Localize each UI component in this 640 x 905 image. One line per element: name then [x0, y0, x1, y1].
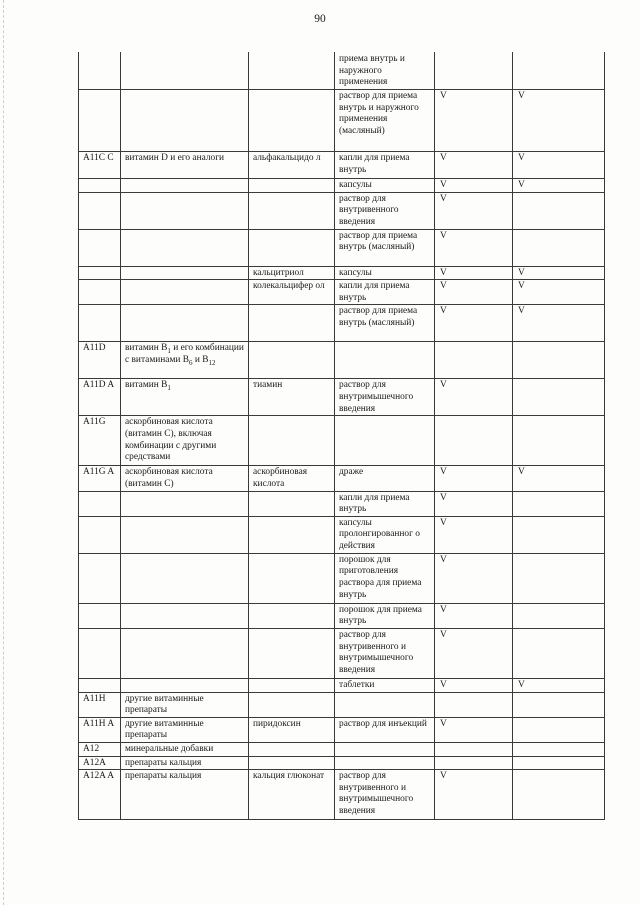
group-cell — [121, 179, 249, 193]
code-cell — [79, 229, 121, 266]
mark-cell-2 — [513, 516, 605, 553]
substance-cell: кальция глюконат — [249, 770, 335, 820]
group-cell — [121, 553, 249, 603]
group-text: и B — [192, 354, 209, 365]
mark-cell-1: V — [435, 305, 513, 342]
code-cell — [79, 491, 121, 516]
substance-cell — [249, 603, 335, 628]
mark-cell-1 — [435, 53, 513, 90]
group-cell: минеральные добавки — [121, 742, 249, 756]
mark-cell-2 — [513, 770, 605, 820]
mark-cell-2: V — [513, 179, 605, 193]
form-cell: капли для приема внутрь — [335, 280, 435, 305]
code-cell — [79, 179, 121, 193]
substance-cell — [249, 192, 335, 229]
mark-cell-1: V — [435, 152, 513, 179]
table-row — [79, 305, 605, 342]
code-cell — [79, 53, 121, 90]
form-cell: раствор для приема внутрь и наружного применения (масляный) — [335, 90, 435, 152]
mark-cell-2 — [513, 756, 605, 770]
substance-cell — [249, 553, 335, 603]
group-cell — [121, 280, 249, 305]
form-cell: приема внутрь и наружного применения — [335, 53, 435, 90]
mark-cell-1 — [435, 342, 513, 379]
code-cell: A11D — [79, 342, 121, 379]
table-row — [79, 603, 605, 628]
table-row — [79, 90, 605, 152]
subscript: 1 — [167, 384, 171, 393]
table-row — [79, 516, 605, 553]
mark-cell-1: V — [435, 553, 513, 603]
form-cell: раствор для внутривенного введения — [335, 192, 435, 229]
substance-cell: колекальцифер ол — [249, 280, 335, 305]
mark-cell-1: V — [435, 229, 513, 266]
mark-cell-1: V — [435, 280, 513, 305]
subscript: 6 — [189, 358, 193, 367]
form-cell — [335, 756, 435, 770]
mark-cell-1: V — [435, 379, 513, 416]
group-cell — [121, 603, 249, 628]
form-cell: раствор для приема внутрь (масляный) — [335, 229, 435, 266]
mark-cell-2 — [513, 192, 605, 229]
table-row — [79, 379, 605, 416]
mark-cell-1: V — [435, 678, 513, 692]
table-row — [79, 756, 605, 770]
mark-cell-1: V — [435, 516, 513, 553]
table-row — [79, 266, 605, 280]
group-cell: аскорбиновая кислота (витамин C) — [121, 466, 249, 491]
substance-cell — [249, 628, 335, 678]
group-cell — [121, 379, 249, 416]
code-cell — [79, 266, 121, 280]
table-row — [79, 678, 605, 692]
group-cell: аскорбиновая кислота (витамин C), включая комбинации с другими средствами — [121, 416, 249, 466]
code-cell: A12A A — [79, 770, 121, 820]
code-cell: A11G A — [79, 466, 121, 491]
group-cell: другие витаминные препараты — [121, 692, 249, 717]
mark-cell-1 — [435, 692, 513, 717]
table-row — [79, 692, 605, 717]
code-cell — [79, 553, 121, 603]
group-cell — [121, 342, 249, 379]
table-row — [79, 491, 605, 516]
mark-cell-2 — [513, 603, 605, 628]
substance-cell — [249, 756, 335, 770]
group-cell — [121, 491, 249, 516]
group-cell: витамин D и его аналоги — [121, 152, 249, 179]
substance-cell — [249, 90, 335, 152]
form-cell: драже — [335, 466, 435, 491]
code-cell: A11G — [79, 416, 121, 466]
mark-cell-1: V — [435, 491, 513, 516]
substance-cell — [249, 342, 335, 379]
group-cell — [121, 192, 249, 229]
form-cell — [335, 342, 435, 379]
substance-cell — [249, 179, 335, 193]
code-cell: A12 — [79, 742, 121, 756]
mark-cell-2: V — [513, 152, 605, 179]
mark-cell-2 — [513, 53, 605, 90]
form-cell: таблетки — [335, 678, 435, 692]
page-number: 90 — [314, 13, 326, 25]
code-cell — [79, 305, 121, 342]
table-row — [79, 280, 605, 305]
table-row — [79, 742, 605, 756]
table-row — [79, 229, 605, 266]
table-row — [79, 179, 605, 193]
mark-cell-2 — [513, 553, 605, 603]
table-row — [79, 416, 605, 466]
mark-cell-2 — [513, 692, 605, 717]
form-cell — [335, 692, 435, 717]
group-cell — [121, 90, 249, 152]
substance-cell: альфакальцидо л — [249, 152, 335, 179]
table-row — [79, 770, 605, 820]
table-row — [79, 466, 605, 491]
subscript: 12 — [208, 358, 216, 367]
substance-cell — [249, 678, 335, 692]
mark-cell-2 — [513, 491, 605, 516]
code-cell — [79, 516, 121, 553]
code-cell: A11H — [79, 692, 121, 717]
code-cell — [79, 678, 121, 692]
substance-cell — [249, 692, 335, 717]
group-cell: препараты кальция — [121, 770, 249, 820]
group-cell — [121, 305, 249, 342]
substance-cell: аскорбиновая кислота — [249, 466, 335, 491]
form-cell: раствор для внутримышечного введения — [335, 379, 435, 416]
substance-cell — [249, 416, 335, 466]
table-row — [79, 553, 605, 603]
group-cell: препараты кальция — [121, 756, 249, 770]
group-cell — [121, 516, 249, 553]
group-cell — [121, 628, 249, 678]
mark-cell-1: V — [435, 770, 513, 820]
substance-cell — [249, 305, 335, 342]
code-cell: A12A — [79, 756, 121, 770]
mark-cell-2: V — [513, 280, 605, 305]
mark-cell-1: V — [435, 466, 513, 491]
substance-cell — [249, 491, 335, 516]
mark-cell-1: V — [435, 192, 513, 229]
mark-cell-1 — [435, 416, 513, 466]
group-cell — [121, 678, 249, 692]
mark-cell-1: V — [435, 266, 513, 280]
mark-cell-2 — [513, 379, 605, 416]
code-cell: A11D A — [79, 379, 121, 416]
form-cell: порошок для приготовления раствора для приема внутрь — [335, 553, 435, 603]
substance-cell: пиридоксин — [249, 717, 335, 742]
mark-cell-2: V — [513, 90, 605, 152]
code-cell — [79, 192, 121, 229]
drug-table — [78, 52, 605, 820]
group-cell — [121, 266, 249, 280]
mark-cell-1: V — [435, 717, 513, 742]
group-text: и его комбинации с витаминами B — [125, 343, 244, 365]
substance-cell — [249, 53, 335, 90]
form-cell: капли для приема внутрь — [335, 152, 435, 179]
mark-cell-2 — [513, 717, 605, 742]
substance-cell: кальцитриол — [249, 266, 335, 280]
mark-cell-2 — [513, 229, 605, 266]
subscript: 1 — [167, 347, 171, 356]
table-row — [79, 192, 605, 229]
code-cell — [79, 603, 121, 628]
mark-cell-1: V — [435, 603, 513, 628]
table-row — [79, 152, 605, 179]
form-cell: раствор для внутривенного и внутримышечного введения — [335, 770, 435, 820]
form-cell: капли для приема внутрь — [335, 491, 435, 516]
mark-cell-1: V — [435, 90, 513, 152]
code-cell: A11H A — [79, 717, 121, 742]
table-row — [79, 342, 605, 379]
mark-cell-2 — [513, 416, 605, 466]
form-cell: раствор для инъекций — [335, 717, 435, 742]
mark-cell-2 — [513, 628, 605, 678]
mark-cell-1: V — [435, 179, 513, 193]
form-cell: капсулы — [335, 266, 435, 280]
group-text: витамин B — [125, 343, 168, 354]
code-cell — [79, 628, 121, 678]
scan-margin-line — [3, 0, 4, 905]
form-cell: раствор для внутривенного и внутримышечного введения — [335, 628, 435, 678]
form-cell: капсулы — [335, 179, 435, 193]
mark-cell-1 — [435, 742, 513, 756]
mark-cell-1 — [435, 756, 513, 770]
mark-cell-2 — [513, 742, 605, 756]
mark-cell-2: V — [513, 678, 605, 692]
form-cell: порошок для приема внутрь — [335, 603, 435, 628]
table-row — [79, 628, 605, 678]
code-cell — [79, 280, 121, 305]
substance-cell: тиамин — [249, 379, 335, 416]
form-cell: капсулы пролонгированног о действия — [335, 516, 435, 553]
mark-cell-2: V — [513, 466, 605, 491]
group-cell — [121, 229, 249, 266]
form-cell — [335, 742, 435, 756]
form-cell: раствор для приема внутрь (масляный) — [335, 305, 435, 342]
form-cell — [335, 416, 435, 466]
group-cell: другие витаминные препараты — [121, 717, 249, 742]
mark-cell-2: V — [513, 266, 605, 280]
mark-cell-1: V — [435, 628, 513, 678]
group-cell — [121, 53, 249, 90]
substance-cell — [249, 516, 335, 553]
mark-cell-2 — [513, 342, 605, 379]
table-row — [79, 53, 605, 90]
substance-cell — [249, 229, 335, 266]
substance-cell — [249, 742, 335, 756]
code-cell: A11C C — [79, 152, 121, 179]
code-cell — [79, 90, 121, 152]
mark-cell-2: V — [513, 305, 605, 342]
group-text: витамин B — [125, 380, 168, 391]
table-row — [79, 717, 605, 742]
